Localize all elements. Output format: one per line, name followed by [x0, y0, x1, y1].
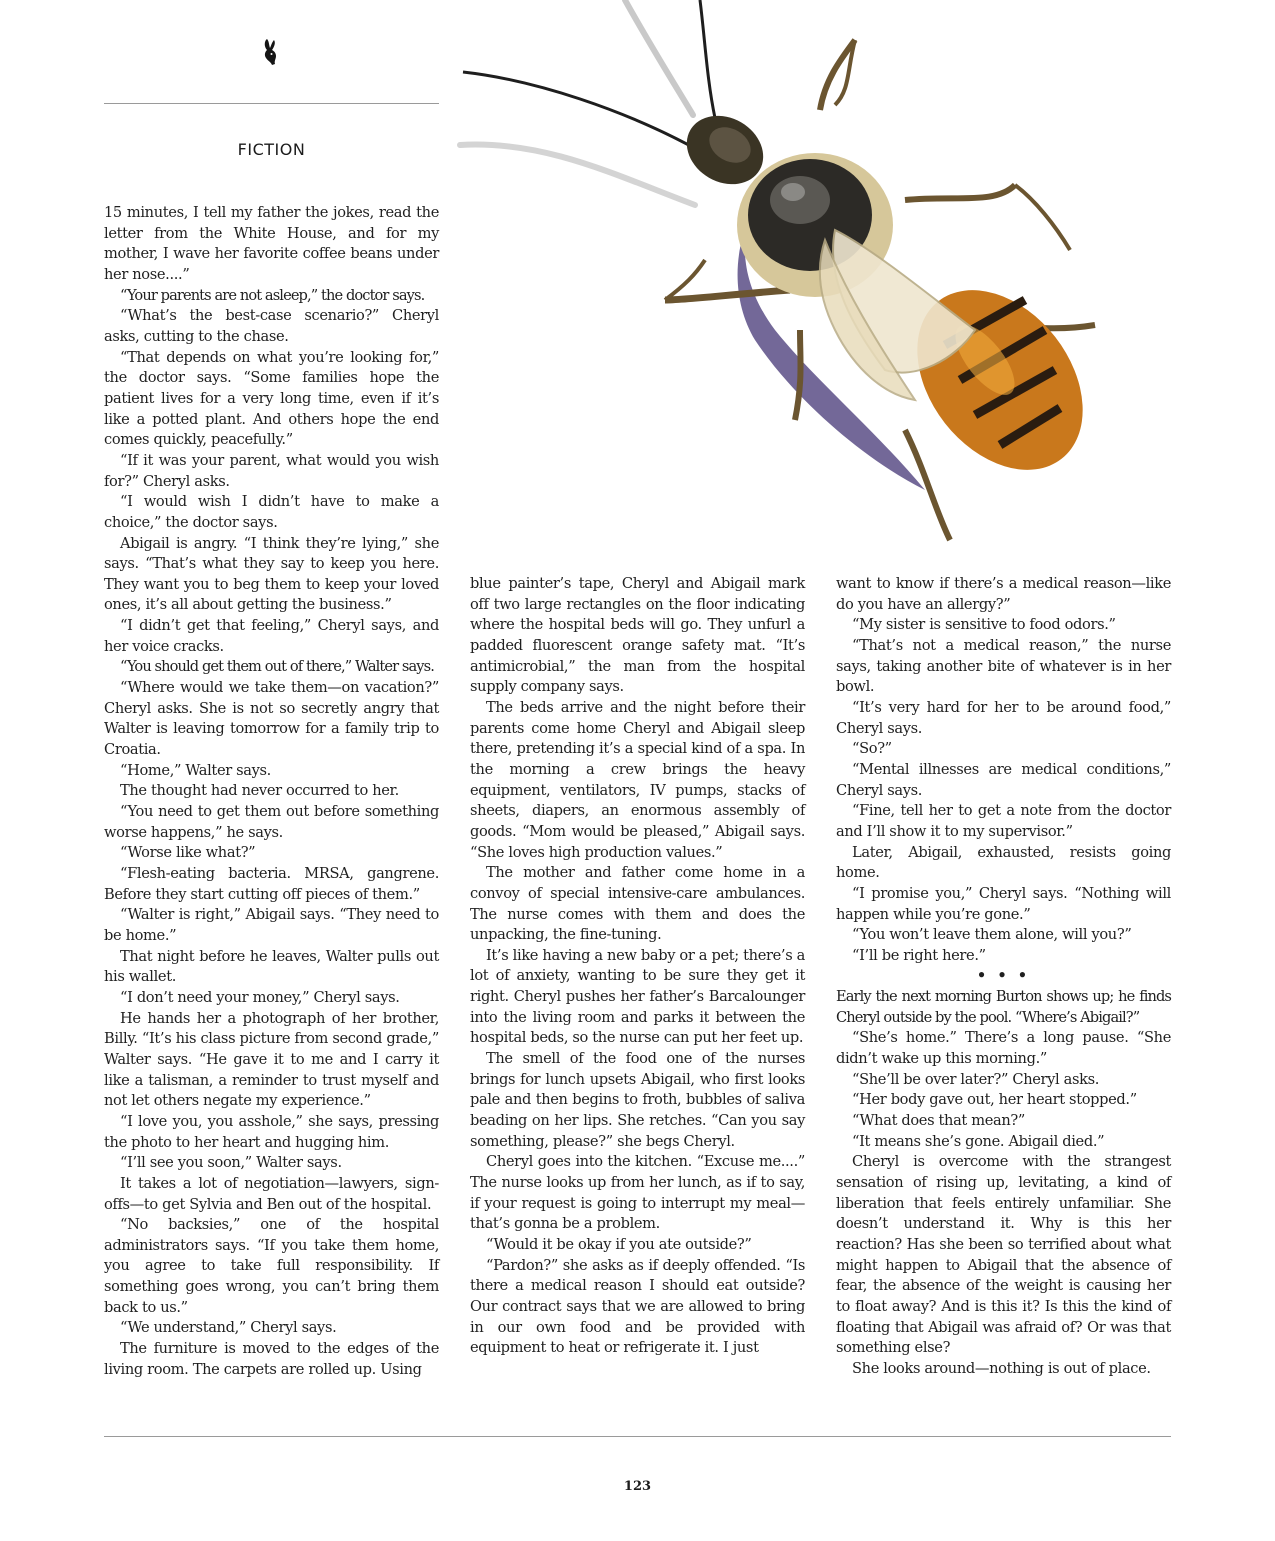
paragraph: “That’s not a medical reason,” the nurse says, taking another bite of whatever is in her bowl. — [836, 636, 1171, 696]
paragraph: blue painter’s tape, Cheryl and Abigail mark off two large rectangles on the floor indicating where the hospital beds will go. They unfurl a padded fluorescent orange safety mat. “It’s antimicrobial,” the man from the hospital supply company says. — [470, 575, 805, 696]
paragraph: “Pardon?” she asks as if deeply offended. “Is there a medical reason I should eat outside? Our contract says that we are allowed to bring in our own food and be provided with equipment to heat or refrigerate it. I just — [470, 1256, 805, 1357]
paragraph: That night before he leaves, Walter pulls out his wallet. — [104, 947, 439, 986]
paragraph: He hands her a photograph of her brother, Billy. “It’s his class picture from second grade,” Walter says. “He gave it to me and I carry it like a talisman, a reminder to trust myself and not let others negate my experience.” — [104, 1009, 439, 1110]
bottom-rule — [104, 1436, 1171, 1437]
paragraph: “I’ll be right here.” — [852, 946, 986, 964]
paragraph: “She’s home.” There’s a long pause. “She didn’t wake up this morning.” — [836, 1029, 1171, 1068]
paragraph: “That depends on what you’re looking for,” the doctor says. “Some families hope the patient lives for a very long time, even if it’s like a potted plant. And others hope the end comes quickly, peacefully.” — [104, 348, 439, 449]
paragraph: “It means she’s gone. Abigail died.” — [852, 1132, 1105, 1150]
paragraph: Abigail is angry. “I think they’re lying,” she says. “That’s what they say to keep you here. They want you to beg them to keep your loved ones, it’s all about getting the business.” — [104, 534, 439, 614]
paragraph: “Would it be okay if you ate outside?” — [486, 1236, 752, 1253]
paragraph: “I didn’t get that feeling,” Cheryl says, and her voice cracks. — [104, 617, 439, 655]
rabbit-head-icon — [259, 38, 283, 66]
paragraph: “Flesh-eating bacteria. MRSA, gangrene. Before they start cutting off pieces of them.” — [104, 865, 439, 903]
paragraph: “Her body gave out, her heart stopped.” — [852, 1091, 1137, 1109]
paragraph: It’s like having a new baby or a pet; there’s a lot of anxiety, wanting to be sure they get it right. Cheryl pushes her father’s Barcalounger into the living room and parks it between the hospital beds, so the nurse can put her feet up. — [470, 946, 805, 1047]
paragraph: The thought had never occurred to her. — [120, 782, 399, 800]
article-column-1 — [104, 203, 439, 1380]
section-label: FICTION — [237, 140, 306, 159]
paragraph: “I’ll see you soon,” Walter says. — [120, 1154, 342, 1172]
paragraph: “No backsies,” one of the hospital administrators says. “If you take them home, you agree to take full responsibility. If something goes wrong, you can’t bring them back to us.” — [104, 1216, 439, 1316]
paragraph: It takes a lot of negotiation—lawyers, sign-offs—to get Sylvia and Ben out of the hospital. — [104, 1174, 439, 1213]
paragraph: “Fine, tell her to get a note from the doctor and I’ll show it to my supervisor.” — [836, 802, 1171, 840]
paragraph: Cheryl is overcome with the strangest sensation of rising up, levitating, a kind of liberation that feels entirely unfamiliar. She doesn’t understand it. Why is this her reaction? Has she been so terrified about what might happen to Abigail that the absence of fear, the absence of the weight is causing her to float away? And is this it? Is this the kind of floating that Abigail was afraid of? Or was that something else? — [836, 1153, 1171, 1357]
paragraph: “Walter is right,” Abigail says. “They need to be home.” — [104, 906, 439, 944]
paragraph: “I love you, you asshole,” she says, pressing the photo to her heart and hugging him. — [104, 1112, 439, 1151]
paragraph: “We understand,” Cheryl says. — [120, 1319, 337, 1337]
article-column-3 — [836, 574, 1171, 1380]
paragraph: “I would wish I didn’t have to make a choice,” the doctor says. — [104, 493, 439, 531]
paragraph: “What’s the best-case scenario?” Cheryl asks, cutting to the chase. — [104, 307, 439, 345]
paragraph: 15 minutes, I tell my father the jokes, read the letter from the White House, and for my mother, I wave her favorite coffee beans under her nose....” — [104, 204, 439, 283]
paragraph: “Mental illnesses are medical conditions,” Cheryl says. — [836, 760, 1171, 799]
paragraph: The beds arrive and the night before their parents come home Cheryl and Abigail sleep there, pretending it’s a special kind of a spa. In the morning a crew brings the heavy equipment, ventilators, IV pumps, stacks of sheets, diapers, an enormous assembly of goods. “Mom would be pleased,” Abigail says. “She loves high production values.” — [470, 698, 805, 861]
paragraph: The smell of the food one of the nurses brings for lunch upsets Abigail, who first looks pale and then begins to froth, bubbles of saliva beading on her lips. She retches. “Can you say something, please?” she begs Cheryl. — [470, 1050, 805, 1150]
paragraph: “My sister is sensitive to food odors.” — [852, 616, 1116, 634]
paragraph: “Home,” Walter says. — [120, 761, 271, 779]
top-rule — [104, 103, 439, 104]
paragraph: “You should get them out of there,” Walter says. — [120, 658, 434, 676]
paragraph: “She’ll be over later?” Cheryl asks. — [852, 1070, 1100, 1088]
paragraph: Early the next morning Burton shows up; he finds Cheryl outside by the pool. “Where’s Abigail?” — [836, 988, 1171, 1026]
paragraph: The mother and father come home in a convoy of special intensive-care ambulances. The nurse comes with them and does the unpacking, the fine-tuning. — [470, 864, 805, 944]
paragraph: “Your parents are not asleep,” the doctor says. — [120, 286, 425, 304]
paragraph: want to know if there’s a medical reason—like do you have an allergy?” — [836, 575, 1171, 613]
paragraph: “I promise you,” Cheryl says. “Nothing will happen while you’re gone.” — [836, 884, 1171, 923]
paragraph: “Worse like what?” — [120, 844, 256, 862]
paragraph: “Where would we take them—on vacation?” Cheryl asks. She is not so secretly angry that Walter is leaving tomorrow for a family trip to Croatia. — [104, 679, 439, 759]
paragraph: “You won’t leave them alone, will you?” — [852, 926, 1132, 944]
paragraph: “So?” — [852, 740, 892, 758]
paragraph: Later, Abigail, exhausted, resists going home. — [836, 843, 1171, 882]
paragraph: “It’s very hard for her to be around food,” Cheryl says. — [836, 698, 1171, 737]
paragraph: “What does that mean?” — [852, 1112, 1025, 1130]
paragraph: The furniture is moved to the edges of the living room. The carpets are rolled up. Using — [104, 1340, 439, 1378]
paragraph: “If it was your parent, what would you wish for?” Cheryl asks. — [104, 451, 439, 490]
honeybee-illustration — [455, 0, 1115, 560]
paragraph: “I don’t need your money,” Cheryl says. — [120, 988, 400, 1006]
article-column-2 — [470, 574, 805, 1359]
paragraph: She looks around—nothing is out of place. — [852, 1359, 1151, 1377]
paragraph: “You need to get them out before something worse happens,” he says. — [104, 803, 439, 841]
page-number: 123 — [623, 1479, 652, 1494]
section-break: • • • — [976, 967, 1031, 985]
paragraph: Cheryl goes into the kitchen. “Excuse me....” The nurse looks up from her lunch, as if to say, if your request is going to interrupt my meal—that’s gonna be a problem. — [470, 1153, 805, 1233]
